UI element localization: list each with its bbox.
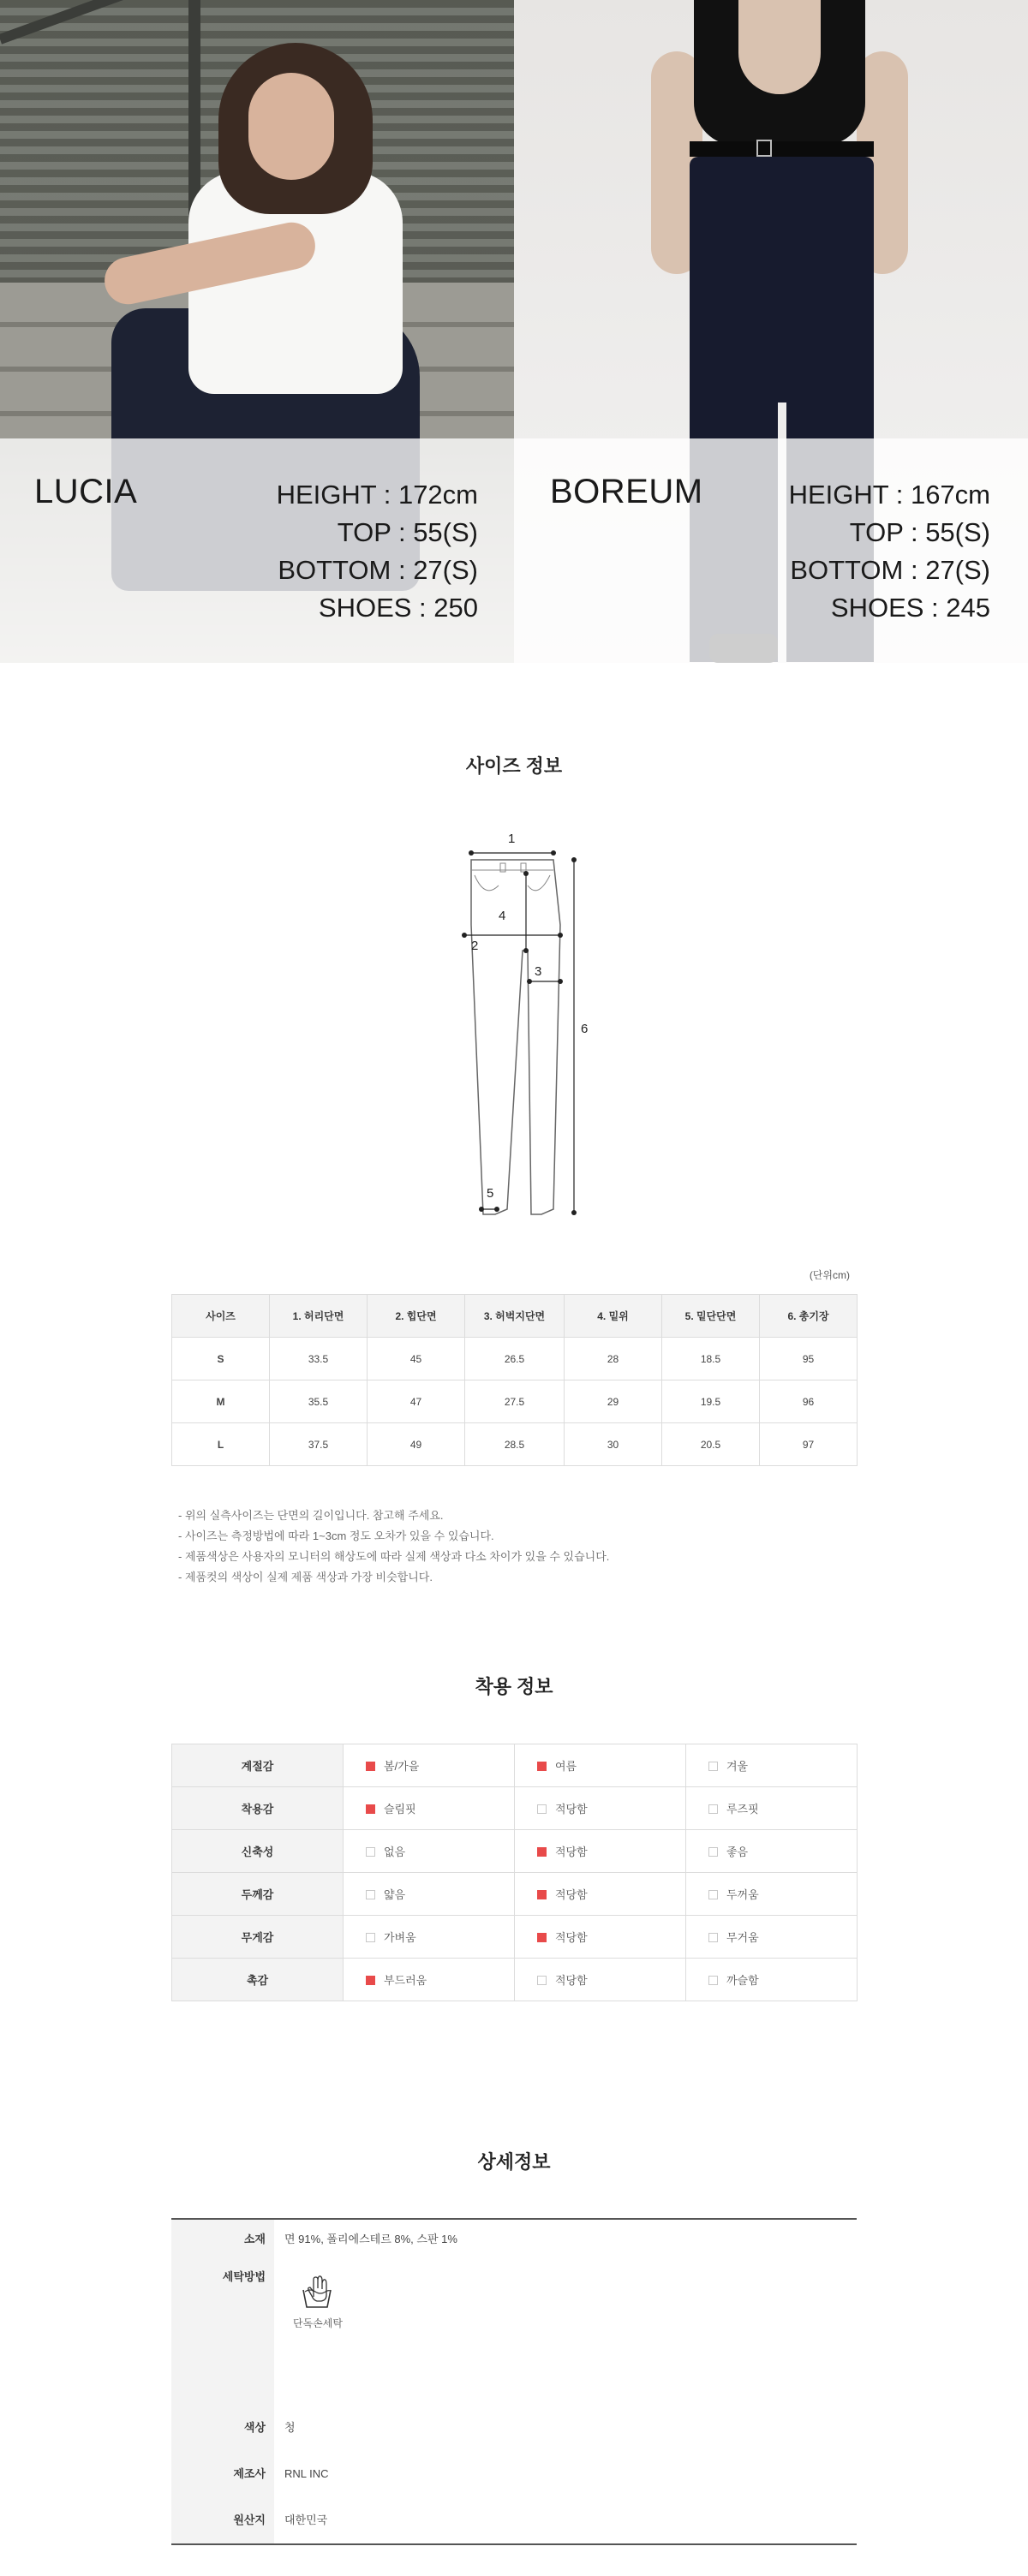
detail-value: 청 [284, 2421, 296, 2434]
diagram-label-3: 3 [535, 964, 542, 979]
fit-option [515, 1787, 686, 1830]
size-table-header [172, 1295, 858, 1338]
detail-label: 제조사 [171, 2451, 274, 2497]
size-cell: 19.5 [662, 1380, 760, 1423]
fit-option [686, 1916, 858, 1959]
fit-option [686, 1873, 858, 1916]
size-notes [178, 1506, 609, 1588]
checkbox-icon [366, 1804, 375, 1814]
checkbox-icon [708, 1976, 718, 1985]
detail-value: 대한민국 [284, 2513, 328, 2526]
size-header: 5. 밑단단면 [662, 1295, 760, 1338]
fit-row-thickness [172, 1873, 858, 1916]
size-table [171, 1294, 858, 1466]
diagram-label-5: 5 [487, 1186, 494, 1201]
size-cell: 29 [565, 1380, 662, 1423]
model-shoes: SHOES : 245 [830, 593, 990, 623]
diagram-label-2: 2 [471, 939, 479, 953]
checkbox-icon [537, 1976, 547, 1985]
fit-option [515, 1959, 686, 2001]
fit-info-title: 착용 정보 [475, 1676, 553, 1697]
model-top: TOP : 55(S) [849, 517, 990, 547]
model-bottom: BOTTOM : 27(S) [278, 555, 478, 585]
checkbox-icon [537, 1890, 547, 1899]
fit-option-label: 없음 [384, 1846, 406, 1858]
checkbox-icon [366, 1933, 375, 1942]
size-note: - 위의 실측사이즈는 단면의 길이입니다. 참고해 주세요. [178, 1509, 444, 1522]
fit-option-label: 루즈핏 [726, 1803, 759, 1816]
checkbox-icon [537, 1933, 547, 1942]
fit-label: 착용감 [172, 1787, 344, 1830]
checkbox-icon [708, 1762, 718, 1771]
checkbox-icon [366, 1976, 375, 1985]
size-info-title: 사이즈 정보 [465, 755, 563, 777]
checkbox-icon [537, 1847, 547, 1857]
table-row [172, 1380, 858, 1423]
size-cell: 28 [565, 1338, 662, 1380]
size-cell: L [172, 1423, 270, 1466]
fit-option [344, 1744, 515, 1787]
fit-option-label: 봄/가을 [384, 1760, 420, 1773]
fit-option-label: 겨울 [726, 1760, 749, 1773]
model-photos [0, 0, 1028, 663]
size-header: 2. 힙단면 [368, 1295, 465, 1338]
fit-option [686, 1744, 858, 1787]
size-header: 3. 허벅지단면 [465, 1295, 565, 1338]
fit-row-touch [172, 1959, 858, 2001]
size-cell: 49 [368, 1423, 465, 1466]
table-row [172, 1423, 858, 1466]
fit-option-label: 좋음 [726, 1846, 749, 1858]
detail-row-wash [171, 2259, 857, 2405]
checkbox-icon [366, 1762, 375, 1771]
size-note: - 사이즈는 측정방법에 따라 1~3cm 정도 오차가 있을 수 있습니다. [178, 1530, 494, 1542]
fit-option [344, 1787, 515, 1830]
size-note: - 제품색상은 사용자의 모니터의 해상도에 따라 실제 색상과 다소 차이가 있을 수 있습니다. [178, 1550, 610, 1563]
size-header: 사이즈 [172, 1295, 270, 1338]
size-cell: 45 [368, 1338, 465, 1380]
model-specs [204, 476, 478, 627]
fit-option [515, 1916, 686, 1959]
fit-option-label: 적당함 [555, 1846, 588, 1858]
detail-label: 색상 [171, 2405, 274, 2451]
wash-text: 단독손세탁 [293, 2317, 343, 2329]
fit-option-label: 적당함 [555, 1931, 588, 1944]
model-height: HEIGHT : 167cm [788, 480, 990, 510]
table-row [172, 1338, 858, 1380]
detail-row-color [171, 2405, 857, 2451]
detail-label: 원산지 [171, 2497, 274, 2544]
diagram-label-4: 4 [499, 909, 506, 923]
size-header: 1. 허리단면 [270, 1295, 368, 1338]
hand-wash-icon [300, 2273, 334, 2309]
model-info-lucia [0, 438, 514, 663]
fit-option [344, 1873, 515, 1916]
fit-option-label: 여름 [555, 1760, 577, 1773]
fit-option [344, 1959, 515, 2001]
size-cell: 26.5 [465, 1338, 565, 1380]
fit-label: 두께감 [172, 1873, 344, 1916]
size-diagram [445, 822, 617, 1225]
fit-label: 계절감 [172, 1744, 344, 1787]
size-cell: 97 [760, 1423, 858, 1466]
fit-row-weight [172, 1916, 858, 1959]
fit-option [686, 1959, 858, 2001]
fit-option [515, 1744, 686, 1787]
fit-label: 무게감 [172, 1916, 344, 1959]
checkbox-icon [537, 1804, 547, 1814]
detail-wash-cell [274, 2259, 857, 2405]
fit-option-label: 가벼움 [384, 1931, 416, 1944]
fit-label: 촉감 [172, 1959, 344, 2001]
detail-row-maker [171, 2451, 857, 2497]
fit-option [686, 1830, 858, 1873]
model-name: BOREUM [550, 473, 703, 510]
diagram-label-1: 1 [508, 832, 516, 846]
fit-row-fit [172, 1787, 858, 1830]
size-cell: 47 [368, 1380, 465, 1423]
size-cell: 33.5 [270, 1338, 368, 1380]
fit-option-label: 무거움 [726, 1931, 759, 1944]
fit-option-label: 슬림핏 [384, 1803, 416, 1816]
checkbox-icon [708, 1847, 718, 1857]
size-cell: 37.5 [270, 1423, 368, 1466]
diagram-label-6: 6 [581, 1022, 589, 1036]
fit-option [344, 1916, 515, 1959]
size-cell: 20.5 [662, 1423, 760, 1466]
size-header: 6. 총기장 [760, 1295, 858, 1338]
fit-option-label: 까슬함 [726, 1974, 759, 1987]
pants-diagram-svg [445, 822, 617, 1225]
detail-row-origin [171, 2497, 857, 2544]
fit-option-label: 적당함 [555, 1888, 588, 1901]
checkbox-icon [366, 1847, 375, 1857]
size-cell: 96 [760, 1380, 858, 1423]
detail-table [171, 2218, 857, 2545]
detail-row-material [171, 2219, 857, 2259]
fit-option-label: 얇음 [384, 1888, 406, 1901]
checkbox-icon [708, 1804, 718, 1814]
fit-row-stretch [172, 1830, 858, 1873]
unit-label: (단위cm) [809, 1269, 850, 1281]
fit-label: 신축성 [172, 1830, 344, 1873]
size-cell: S [172, 1338, 270, 1380]
detail-value: RNL INC [284, 2467, 329, 2480]
model-top: TOP : 55(S) [337, 517, 478, 547]
fit-option-label: 부드러움 [384, 1974, 427, 1987]
model-shoes: SHOES : 250 [318, 593, 478, 623]
fit-option-label: 적당함 [555, 1974, 588, 1987]
model-bottom: BOTTOM : 27(S) [790, 555, 990, 585]
size-cell: 18.5 [662, 1338, 760, 1380]
fit-row-season [172, 1744, 858, 1787]
fit-option-label: 적당함 [555, 1803, 588, 1816]
size-header: 4. 밑위 [565, 1295, 662, 1338]
detail-label: 소재 [171, 2219, 274, 2259]
size-cell: 27.5 [465, 1380, 565, 1423]
fit-option [686, 1787, 858, 1830]
size-cell: 28.5 [465, 1423, 565, 1466]
model-name: LUCIA [34, 473, 138, 510]
detail-value: 면 91%, 폴리에스테르 8%, 스판 1% [284, 2233, 457, 2245]
checkbox-icon [537, 1762, 547, 1771]
size-note: - 제품컷의 색상이 실제 제품 색상과 가장 비슷합니다. [178, 1571, 433, 1583]
model-height: HEIGHT : 172cm [276, 480, 478, 510]
fit-table [171, 1744, 858, 2001]
model-specs [716, 476, 990, 627]
size-cell: 30 [565, 1423, 662, 1466]
fit-option-label: 두꺼움 [726, 1888, 759, 1901]
detail-label: 세탁방법 [171, 2259, 274, 2405]
size-cell: 35.5 [270, 1380, 368, 1423]
detail-info-title: 상세정보 [477, 2151, 551, 2173]
checkbox-icon [708, 1890, 718, 1899]
fit-option [344, 1830, 515, 1873]
size-cell: M [172, 1380, 270, 1423]
checkbox-icon [708, 1933, 718, 1942]
fit-option [515, 1873, 686, 1916]
size-cell: 95 [760, 1338, 858, 1380]
checkbox-icon [366, 1890, 375, 1899]
fit-option [515, 1830, 686, 1873]
model-info-boreum [514, 438, 1028, 663]
